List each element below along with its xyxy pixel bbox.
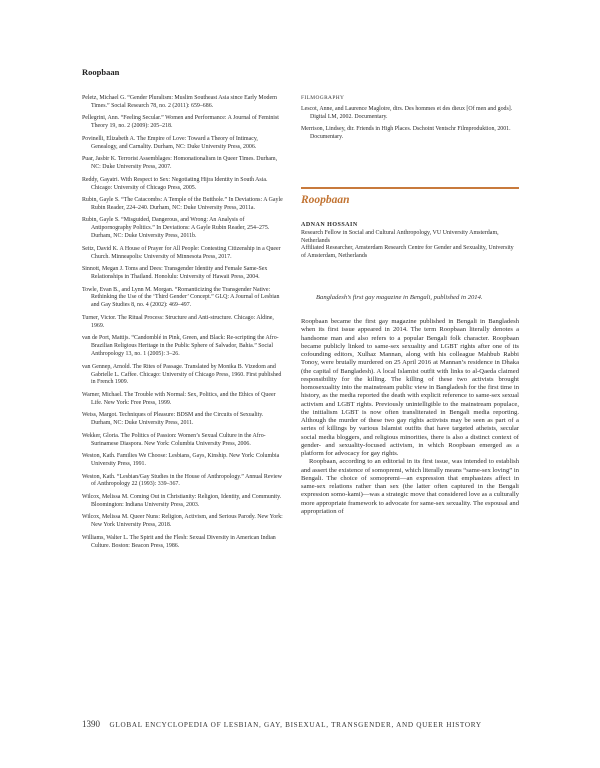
- image-caption: Bangladesh’s first gay magazine in Bengali, published in 2014.: [316, 294, 483, 301]
- author-affiliation: Research Fellow in Social and Cultural Anthropology, VU University Amsterdam, Netherlands: [301, 229, 499, 244]
- reference-item: Puar, Jasbir K. Terrorist Assemblages: Homonationalism in Queer Times. Durham, NC: Duke University Press, 2007.: [82, 156, 278, 171]
- body-paragraph: Roopbaan became the first gay magazine published in Bengali in Bangladesh when its first issue appeared in 2014. The term Roopbaan literally denotes a handsome man and also refers to a popular Bengali folk character. Roopbaan became publicly linked to same-sex sexuality and LGBT rights after one of its cofounding editors, Xulhaz Mannan, along with his colleague Mahbub Rabbi Tonoy, were brutally murdered on 25 April 2016 at Mannan’s residence in Dhaka (the capital of Bangladesh). A local Islamist outfit with links to al-Qaeda claimed responsibility for the killing. The killing of these two activists brought homosexuality into the mainstream public view in Bangladesh for the first time in history, as the media reported the death with explicit reference to same-sex sexual activism and LGBT rights. Previously unintelligible to the mainstream populace, the initialism LGBT is now often transliterated in Bengali media reporting. Although the murder of these two gay rights activists may be seen as part of a series of killings by various Islamist outfits that have targeted atheists, secular social media bloggers, and religious minorities, there is also a distinct context of gender- and sexuality-focused activism, in which Roopbaan emerged as a platform for advocacy for gay rights.: [301, 318, 519, 457]
- reference-item: Seitz, David K. A House of Prayer for All People: Contesting Citizenship in a Queer Church. Minneapolis: University of Minnesota Press, 2017.: [82, 245, 281, 260]
- reference-item: Wilcox, Melissa M. Queer Nuns: Religion, Activism, and Serious Parody. New York: New York University Press, 2018.: [82, 514, 283, 529]
- reference-item: van Gennep, Arnold. The Rites of Passage. Translated by Monika B. Vizedom and Gabrielle L. Caffee. Chicago: University of Chicago Press, 1960. First published in French 1909.: [82, 363, 282, 386]
- references-column: [82, 95, 284, 555]
- filmography-item: Merrison, Lindsey, dir. Friends in High Places. Dschoint Ventschr Filmproduktion, 2001. Documentary.: [301, 126, 511, 141]
- reference-item: Weiss, Margot. Techniques of Pleasure: BDSM and the Circuits of Sexuality. Durham, NC: Duke University Press, 2011.: [82, 412, 264, 427]
- section-divider: [301, 187, 519, 189]
- page-number: 1390: [82, 719, 100, 729]
- reference-item: Sinnott, Megan J. Toms and Dees: Transgender Identity and Female Same-Sex Relationships in Thailand. Honolulu: University of Hawaii Press, 2004.: [82, 266, 268, 281]
- filmography-item: Lescot, Anne, and Laurence Magloire, dirs. Des hommes et des dieux [Of men and gods]. Digital LM, 2002. Documentary.: [301, 105, 513, 120]
- reference-item: Reddy, Gayatri. With Respect to Sex: Negotiating Hijra Identity in South Asia. Chicago: University of Chicago Press, 2005.: [82, 176, 268, 191]
- filmography-heading: FILMOGRAPHY: [301, 95, 345, 101]
- reference-item: Warner, Michael. The Trouble with Normal: Sex, Politics, and the Ethics of Queer Life. New York: Free Press, 1999.: [82, 391, 276, 406]
- reference-item: Rubin, Gayle S. “The Catacombs: A Temple of the Butthole.” In Deviations: A Gayle Rubin Reader, 224–240. Durham, NC: Duke University Press, 2011a.: [82, 197, 283, 211]
- reference-item: Wilcox, Melissa M. Coming Out in Christianity: Religion, Identity, and Community. Bloomington: Indiana University Press, 2003.: [82, 493, 282, 508]
- author-block: [301, 222, 519, 261]
- reference-item: Wekker, Gloria. The Politics of Passion: Women’s Sexual Culture in the Afro-Surinamese Diaspora. New York: Columbia University Press, 2006.: [82, 432, 266, 447]
- reference-item: Towle, Evan B., and Lynn M. Morgan. “Romanticizing the Transgender Native: Rethinking the Use of the ‘Third Gender’ Concept.” GLQ: A Journal of Lesbian and Gay Studies 8, no. 4 (2002): 469–497.: [82, 286, 280, 309]
- running-head: Roopbaan: [82, 67, 120, 77]
- page-footer: [82, 719, 522, 729]
- filmography-section: [301, 95, 519, 147]
- reference-item: Povinelli, Elizabeth A. The Empire of Love: Toward a Theory of Intimacy, Genealogy, and Carnality. Durham, NC: Duke University Press, 2006.: [82, 135, 258, 150]
- reference-item: Pellegrini, Ann. “Feeling Secular.” Women and Performance: A Journal of Feminist Theory 19, no. 2 (2009): 205–218.: [82, 115, 279, 130]
- book-title: GLOBAL ENCYCLOPEDIA OF LESBIAN, GAY, BISEXUAL, TRANSGENDER, AND QUEER HISTORY: [109, 721, 482, 729]
- reference-item: Williams, Walter L. The Spirit and the Flesh: Sexual Diversity in American Indian Culture. Boston: Beacon Press, 1986.: [82, 534, 276, 549]
- author-affiliation: Affiliated Researcher, Amsterdam Research Centre for Gender and Sexuality, University of Amsterdam, Netherlands: [301, 245, 514, 260]
- reference-item: Peletz, Michael G. “Gender Pluralism: Muslim Southeast Asia since Early Modern Times.” Social Research 78, no. 2 (2011): 659–686.: [82, 95, 278, 109]
- reference-item: Weston, Kath. “Lesbian/Gay Studies in the House of Anthropology.” Annual Review of Anthropology 22 (1993): 339–367.: [82, 473, 282, 488]
- reference-item: van de Port, Mattijs. “Candomblé in Pink, Green, and Black: Re-scripting the Afro-Brazilian Religious Heritage in the Public Sphere of Salvador, Bahia.” Social Anthropology 13, no. 1 (2005): 3–26.: [82, 335, 279, 358]
- author-name: ADNAN HOSSAIN: [301, 222, 358, 228]
- entry-body: [301, 318, 519, 516]
- body-paragraph: Roopbaan, according to an editorial in its first issue, was intended to establish and assert the existence of somopremi, which literally means “same-sex loving” in Bengali. The choice of somopremi—an expression that emphasizes affect in same-sex relations rather than sex (the latter often captured in the Bengali expression somo-kami)—was a strategic move that considered love as a culturally more appropriate framework to advocate for same-sex sexuality. The espousal and appropriation of: [301, 458, 519, 515]
- entry-title: Roopbaan: [301, 194, 350, 206]
- reference-item: Weston, Kath. Families We Choose: Lesbians, Gays, Kinship. New York: Columbia University Press, 1991.: [82, 453, 280, 468]
- reference-item: Turner, Victor. The Ritual Process: Structure and Anti-structure. Chicago: Aldine, 1969.: [82, 314, 274, 329]
- reference-item: Rubin, Gayle S. “Misguided, Dangerous, and Wrong: An Analysis of Antipornography Politics.” In Deviations: A Gayle Rubin Reader, 254–275. Durham, NC: Duke University Press, 2011b.: [82, 217, 270, 240]
